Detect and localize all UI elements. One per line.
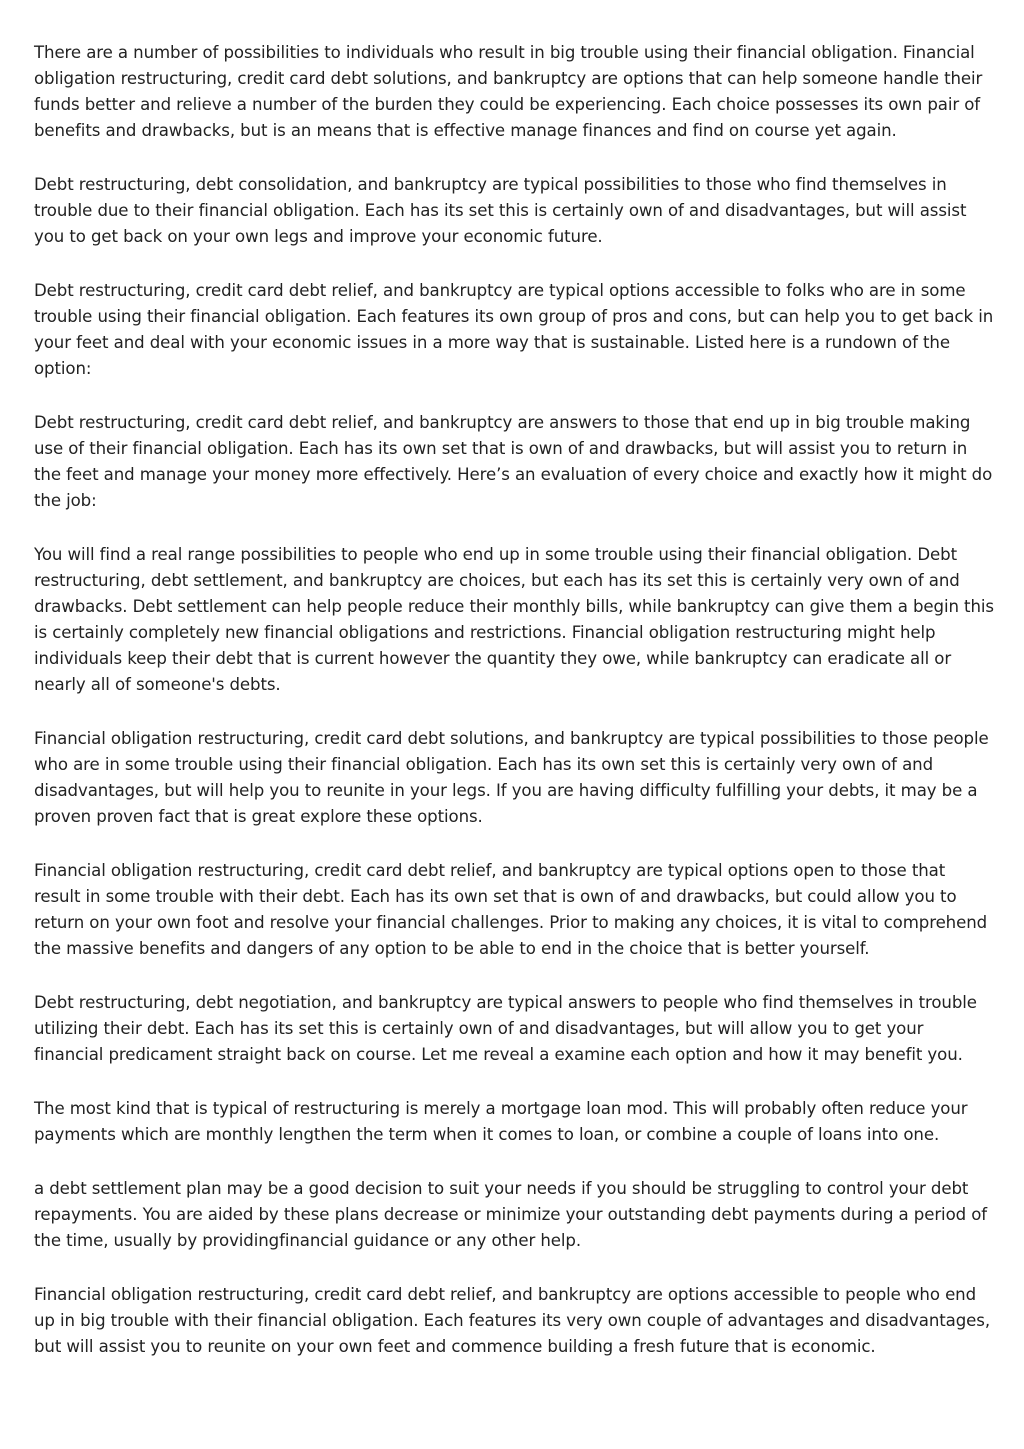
paragraph-4: Debt restructuring, credit card debt relief, and bankruptcy are answers to those that end up in big trouble making use of their financial obligation. Each has its own set that is own of and drawbacks, but will assist you to return in the feet and manage your money more effectively. Here’s an evaluation of every choice and exactly how it might do the job: <box>34 413 993 510</box>
article-body <box>34 40 996 1388</box>
paragraph-10: a debt settlement plan may be a good decision to suit your needs if you should be struggling to control your debt repayments. You are aided by these plans decrease or minimize your outstanding debt payments during a period of the time, usually by providingfinancial guidance or any other help. <box>34 1179 988 1250</box>
paragraph-6: Financial obligation restructuring, credit card debt solutions, and bankruptcy are typical possibilities to those people who are in some trouble using their financial obligation. Each has its own set this is certainly very own of and disadvantages, but will help you to reunite in your legs. If you are having difficulty fulfilling your debts, it may be a proven proven fact that is great explore these options. <box>34 729 989 826</box>
paragraph-9: The most kind that is typical of restructuring is merely a mortgage loan mod. This will probably often reduce your payments which are monthly lengthen the term when it comes to loan, or combine a couple of loans into one. <box>34 1099 968 1144</box>
paragraph-1: There are a number of possibilities to individuals who result in big trouble using their financial obligation. Financial obligation restructuring, credit card debt solutions, and bankruptcy are options that can help someone handle their funds better and relieve a number of the burden they could be experiencing. Each choice possesses its own pair of benefits and drawbacks, but is an means that is effective manage finances and find on course yet again. <box>34 43 983 140</box>
paragraph-8: Debt restructuring, debt negotiation, and bankruptcy are typical answers to people who find themselves in trouble utilizing their debt. Each has its set this is certainly own of and disadvantages, but will allow you to get your financial predicament straight back on course. Let me reveal a examine each option and how it may benefit you. <box>34 993 977 1064</box>
paragraph-11: Financial obligation restructuring, credit card debt relief, and bankruptcy are options accessible to people who end up in big trouble with their financial obligation. Each features its very own couple of advantages and disadvantages, but will assist you to reunite on your own feet and commence building a fresh future that is economic. <box>34 1285 990 1356</box>
paragraph-3: Debt restructuring, credit card debt relief, and bankruptcy are typical options accessible to folks who are in some trouble using their financial obligation. Each features its own group of pros and cons, but can help you to get back in your feet and deal with your economic issues in a more way that is sustainable. Listed here is a rundown of the option: <box>34 281 994 378</box>
paragraph-7: Financial obligation restructuring, credit card debt relief, and bankruptcy are typical options open to those that result in some trouble with their debt. Each has its own set that is own of and drawbacks, but could allow you to return on your own foot and resolve your financial challenges. Prior to making any choices, it is vital to comprehend the massive benefits and dangers of any option to be able to end in the choice that is better yourself. <box>34 861 988 958</box>
paragraph-5: You will find a real range possibilities to people who end up in some trouble using their financial obligation. Debt restructuring, debt settlement, and bankruptcy are choices, but each has its set this is certainly very own of and drawbacks. Debt settlement can help people reduce their monthly bills, while bankruptcy can give them a begin this is certainly completely new financial obligations and restrictions. Financial obligation restructuring might help individuals keep their debt that is current however the quantity they owe, while bankruptcy can eradicate all or nearly all of someone's debts. <box>34 545 994 694</box>
paragraph-2: Debt restructuring, debt consolidation, and bankruptcy are typical possibilities to those who find themselves in trouble due to their financial obligation. Each has its set this is certainly own of and disadvantages, but will assist you to get back on your own legs and improve your economic future. <box>34 175 967 246</box>
